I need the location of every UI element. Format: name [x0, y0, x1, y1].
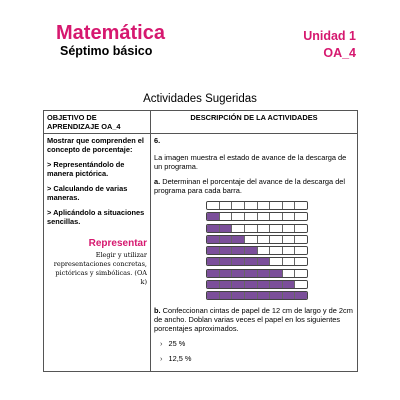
- represent-title: Representar: [88, 238, 147, 249]
- objective-item: > Aplicándolo a situaciones sencillas.: [47, 208, 145, 226]
- progress-segment: [232, 258, 245, 265]
- progress-bar: [206, 224, 308, 233]
- progress-segment: [207, 281, 220, 288]
- objective-item: Mostrar que comprenden el concepto de porcentaje:: [47, 136, 144, 154]
- represent-body: Elegir y utilizar representaciones concretas, pictóricas y simbólicas. (OA k): [53, 251, 147, 286]
- activity-number: 6.: [154, 136, 161, 145]
- progress-segment: [283, 236, 296, 243]
- progress-segment: [232, 213, 245, 220]
- progress-segment: [245, 281, 258, 288]
- progress-segment: [283, 270, 296, 277]
- progress-segment: [270, 213, 283, 220]
- grade-subtitle: Séptimo básico: [60, 44, 153, 58]
- part-b: [154, 306, 354, 333]
- progress-segment: [258, 225, 271, 232]
- progress-segment: [258, 270, 271, 277]
- progress-segment: [245, 236, 258, 243]
- progress-segment: [270, 225, 283, 232]
- progress-segment: [270, 236, 283, 243]
- progress-segment: [283, 258, 296, 265]
- bullet-icon: ›: [160, 354, 163, 364]
- progress-segment: [258, 281, 271, 288]
- progress-bar: [206, 280, 308, 289]
- progress-segment: [207, 225, 220, 232]
- progress-segment: [207, 213, 220, 220]
- objective-item: > Representándolo de manera pictórica.: [47, 160, 125, 178]
- progress-bar: [206, 246, 308, 255]
- progress-segment: [283, 281, 296, 288]
- progress-segment: [295, 270, 307, 277]
- progress-segment: [295, 292, 307, 299]
- percentage-item: [160, 354, 354, 363]
- progress-segment: [207, 270, 220, 277]
- progress-segment: [283, 292, 296, 299]
- progress-bar: [206, 257, 308, 266]
- progress-segment: [220, 202, 233, 209]
- part-a-text: Determinan el porcentaje del avance de la descarga del programa para cada barra.: [154, 177, 346, 195]
- progress-segment: [245, 292, 258, 299]
- percentage-item: [160, 339, 354, 348]
- progress-segment: [207, 202, 220, 209]
- progress-bar: [206, 201, 308, 210]
- progress-segment: [220, 236, 233, 243]
- progress-segment: [220, 281, 233, 288]
- progress-segment: [232, 292, 245, 299]
- progress-segment: [295, 202, 307, 209]
- progress-segment: [207, 292, 220, 299]
- objective-header: OBJETIVO DE APRENDIZAJE OA_4: [44, 111, 151, 134]
- progress-segment: [295, 236, 307, 243]
- objective-list: [47, 136, 147, 226]
- progress-segment: [232, 202, 245, 209]
- description-header: DESCRIPCIÓN DE LA ACTIVIDADES: [151, 111, 358, 134]
- progress-segment: [245, 202, 258, 209]
- description-cell: [151, 134, 358, 372]
- progress-bars: [206, 201, 308, 300]
- oa-code: OA_4: [323, 46, 356, 60]
- progress-segment: [245, 225, 258, 232]
- progress-segment: [270, 202, 283, 209]
- progress-segment: [295, 247, 307, 254]
- progress-segment: [232, 225, 245, 232]
- progress-segment: [295, 213, 307, 220]
- progress-bar: [206, 212, 308, 221]
- progress-bar: [206, 235, 308, 244]
- progress-segment: [207, 236, 220, 243]
- progress-segment: [270, 270, 283, 277]
- objective-cell: [44, 134, 151, 372]
- progress-segment: [283, 213, 296, 220]
- bullet-icon: ›: [160, 339, 163, 349]
- part-a-label: a.: [154, 177, 161, 186]
- progress-segment: [270, 292, 283, 299]
- progress-segment: [258, 292, 271, 299]
- progress-segment: [245, 247, 258, 254]
- percentage-value: 12,5 %: [168, 354, 192, 364]
- objective-item: > Calculando de varias maneras.: [47, 184, 128, 202]
- progress-segment: [245, 258, 258, 265]
- activity-intro: La imagen muestra el estado de avance de la descarga de un programa.: [154, 153, 347, 171]
- progress-bar: [206, 291, 308, 300]
- progress-segment: [220, 258, 233, 265]
- progress-segment: [220, 225, 233, 232]
- progress-segment: [270, 281, 283, 288]
- progress-segment: [245, 270, 258, 277]
- unit-number: Unidad 1: [303, 29, 356, 43]
- progress-segment: [232, 236, 245, 243]
- progress-segment: [220, 247, 233, 254]
- progress-segment: [258, 247, 271, 254]
- progress-segment: [258, 258, 271, 265]
- progress-segment: [232, 247, 245, 254]
- activities-table: [43, 110, 358, 372]
- progress-segment: [258, 236, 271, 243]
- part-b-text: Confeccionan cintas de papel de 12 cm de largo y de 2cm de ancho. Doblan varias veces el papel en los siguientes porcentajes aproximados.: [154, 306, 353, 334]
- progress-segment: [207, 247, 220, 254]
- progress-segment: [295, 258, 307, 265]
- progress-segment: [232, 281, 245, 288]
- progress-segment: [295, 281, 307, 288]
- progress-segment: [220, 292, 233, 299]
- progress-segment: [270, 247, 283, 254]
- percentage-list: [154, 339, 354, 363]
- part-b-label: b.: [154, 306, 161, 316]
- progress-segment: [258, 202, 271, 209]
- progress-segment: [245, 213, 258, 220]
- percentage-value: 25 %: [168, 339, 186, 349]
- progress-segment: [258, 213, 271, 220]
- progress-segment: [283, 247, 296, 254]
- progress-segment: [207, 258, 220, 265]
- progress-segment: [220, 270, 233, 277]
- progress-segment: [283, 225, 296, 232]
- progress-segment: [295, 225, 307, 232]
- progress-segment: [283, 202, 296, 209]
- progress-segment: [232, 270, 245, 277]
- subject-title: Matemática: [56, 22, 165, 44]
- progress-segment: [270, 258, 283, 265]
- part-a: [154, 177, 354, 195]
- progress-bar: [206, 269, 308, 278]
- unit-label: [303, 28, 356, 62]
- section-title: Actividades Sugeridas: [143, 93, 257, 105]
- progress-segment: [220, 213, 233, 220]
